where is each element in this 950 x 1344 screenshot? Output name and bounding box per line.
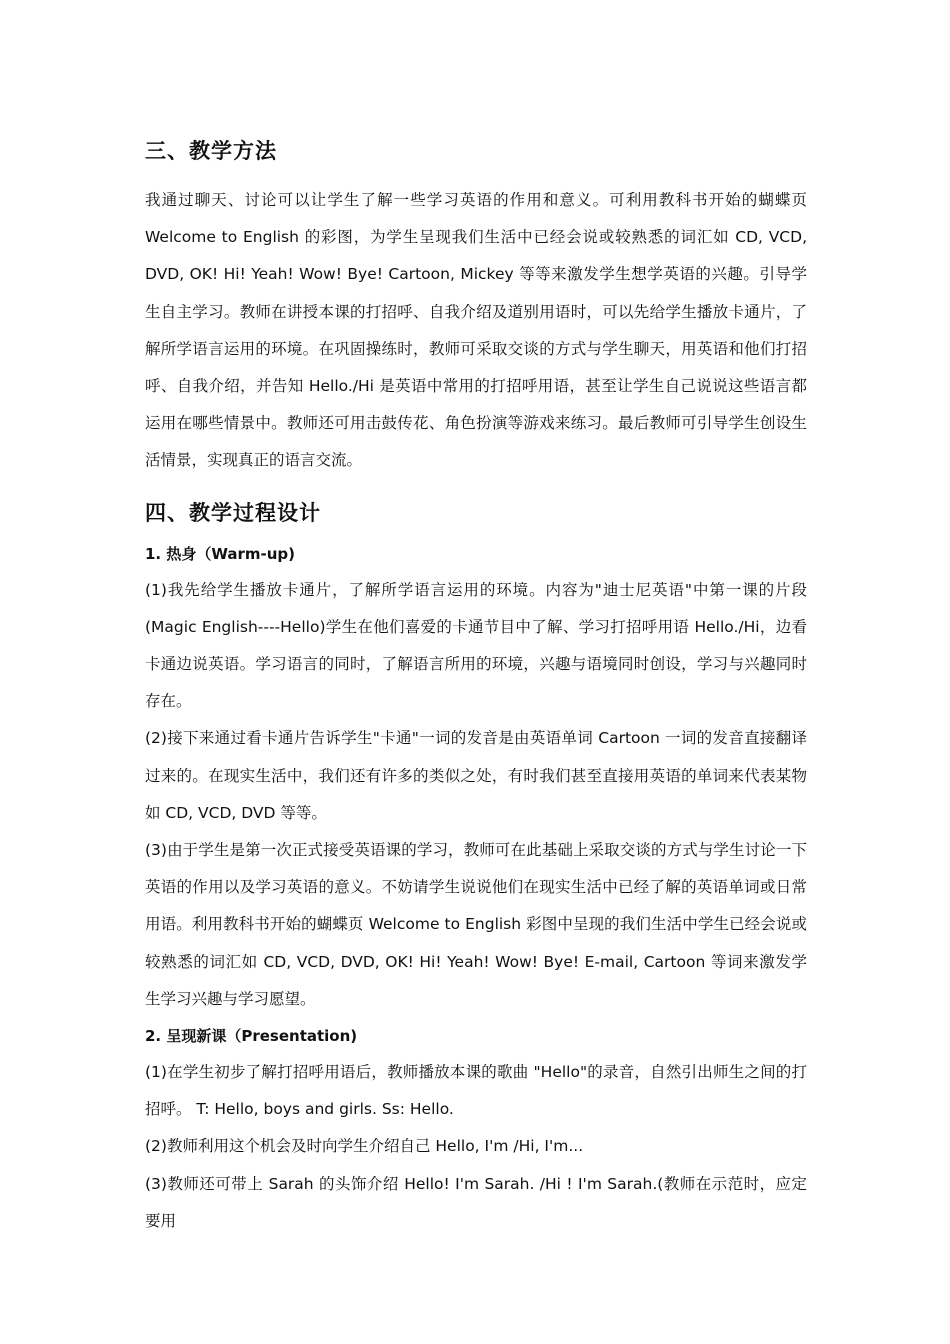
section-heading-process: 四、教学过程设计 [145,500,321,525]
methods-paragraph: 我通过聊天、讨论可以让学生了解一些学习英语的作用和意义。可利用教科书开始的蝴蝶页 Welcome to English 的彩图，为学生呈现我们生活中已经会说或较熟悉的词汇如 CD, VCD, DVD, OK! Hi! Yeah! Wow! Bye! Cartoon, Mickey 等等来激发学生想学英语的兴趣。引导学生自主学习。教师在讲授本课的打招呼、自我介绍及道别用语时，可以先给学生播放卡通片，了解所学语言运用的环境。在巩固操练时，教师可采取交谈的方式与学生聊天，用英语和他们打招呼、自我介绍，并告知 Hello./Hi 是英语中常用的打招呼用语，甚至让学生自己说说这些语言都运用在哪些情景中。教师还可用击鼓传花、角色扮演等游戏来练习。最后教师可引导学生创设生活情景，实现真正的语言交流。 [145,191,807,470]
presentation-item-2: (2)教师利用这个机会及时向学生介绍自己 Hello, I'm /Hi, I'm... [145,1137,584,1156]
presentation-item-1: (1)在学生初步了解打招呼用语后，教师播放本课的歌曲 "Hello"的录音，自然引出师生之间的打招呼。 T: Hello, boys and girls. Ss: Hello. [145,1063,807,1119]
warmup-item-1: (1)我先给学生播放卡通片，了解所学语言运用的环境。内容为"迪士尼英语"中第一课的片段(Magic English----Hello)学生在他们喜爱的卡通节目中了解、学习打招呼用语 Hello./Hi，边看卡通边说英语。学习语言的同时，了解语言所用的环境，兴趣与语境同时创设，学习与兴趣同时存在。 [145,580,807,711]
warmup-item-3: (3)由于学生是第一次正式接受英语课的学习，教师可在此基础上采取交谈的方式与学生讨论一下英语的作用以及学习英语的意义。不妨请学生说说他们在现实生活中已经了解的英语单词或日常用语。利用教科书开始的蝴蝶页 Welcome to English 彩图中呈现的我们生活中学生已经会说或较熟悉的词汇如 CD, VCD, DVD, OK! Hi! Yeah! Wow! Bye! E-mail, Cartoon 等词来激发学生学习兴趣与学习愿望。 [145,841,807,1008]
document-page [145,132,807,1240]
warmup-subheading: 1. 热身（Warm-up) [145,544,296,563]
warmup-item-2: (2)接下来通过看卡通片告诉学生"卡通"一词的发音是由英语单词 Cartoon 一词的发音直接翻译过来的。在现实生活中，我们还有许多的类似之处，有时我们甚至直接用英语的单词来代表某物如 CD, VCD, DVD 等等。 [145,729,807,822]
presentation-subheading: 2. 呈现新课（Presentation) [145,1027,358,1046]
section-heading-methods: 三、教学方法 [145,139,277,163]
presentation-item-3: (3)教师还可带上 Sarah 的头饰介绍 Hello! I'm Sarah. /Hi ! I'm Sarah.(教师在示范时，应定要用 [145,1174,807,1230]
